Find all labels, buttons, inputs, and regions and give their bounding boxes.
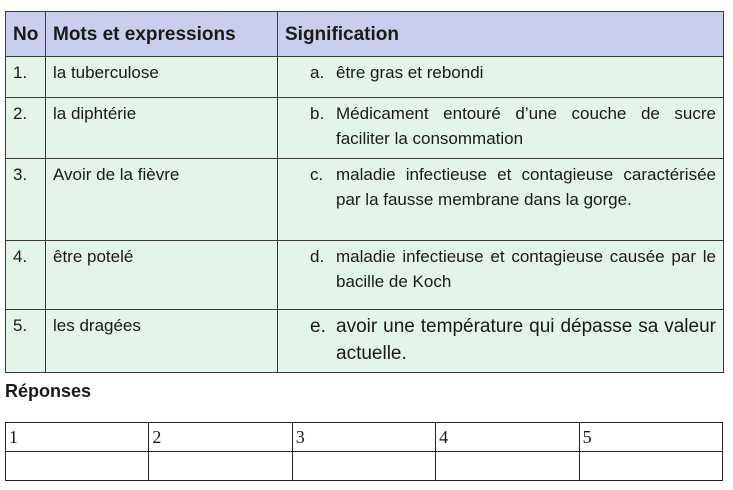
row-word: la diphtérie (46, 98, 278, 159)
answer-number: 2 (149, 423, 292, 452)
row-meaning-cell (278, 159, 724, 241)
row-meaning-cell (278, 98, 724, 159)
row-number: 3. (6, 159, 46, 241)
answer-blank-cell[interactable] (149, 452, 292, 481)
table-row (6, 57, 724, 98)
table-row (6, 159, 724, 241)
header-mots: Mots et expressions (46, 12, 278, 57)
table-header-row (6, 12, 724, 57)
row-number: 4. (6, 241, 46, 310)
meaning-text: maladie infectieuse et contagieuse caractérisée par la fausse membrane dans la gorge. (336, 165, 716, 209)
meaning-text: avoir une température qui dépasse sa valeur actuelle. (336, 316, 716, 364)
answer-number-row (6, 423, 723, 452)
row-word: les dragées (46, 310, 278, 373)
answer-blank-cell[interactable] (6, 452, 149, 481)
matching-table (5, 11, 724, 373)
answer-number: 5 (579, 423, 722, 452)
meaning-letter: e. (310, 316, 326, 337)
answer-number: 4 (436, 423, 579, 452)
header-no: No (6, 12, 46, 57)
table-row (6, 310, 724, 373)
row-meaning-cell (278, 310, 724, 373)
row-meaning-cell (278, 57, 724, 98)
row-number: 5. (6, 310, 46, 373)
meaning-letter: a. (310, 63, 325, 82)
row-meaning-cell (278, 241, 724, 310)
answer-blank-cell[interactable] (436, 452, 579, 481)
row-word: Avoir de la fièvre (46, 159, 278, 241)
row-number: 1. (6, 57, 46, 98)
table-row (6, 241, 724, 310)
answer-table (5, 422, 723, 481)
header-signification: Signification (278, 12, 724, 57)
reponses-heading: Réponses (5, 381, 92, 401)
meaning-letter: d. (310, 247, 325, 266)
answer-blank-cell[interactable] (292, 452, 435, 481)
answer-blank-cell[interactable] (579, 452, 722, 481)
row-number: 2. (6, 98, 46, 159)
meaning-letter: c. (310, 165, 324, 184)
answer-blank-row (6, 452, 723, 481)
meaning-text: maladie infectieuse et contagieuse causée par le bacille de Koch (336, 247, 716, 291)
meaning-text: être gras et rebondi (336, 63, 484, 82)
answer-number: 3 (292, 423, 435, 452)
row-word: la tuberculose (46, 57, 278, 98)
answer-number: 1 (6, 423, 149, 452)
table-row (6, 98, 724, 159)
meaning-letter: b. (310, 104, 325, 123)
row-word: être potelé (46, 241, 278, 310)
meaning-text: Médicament entouré d’une couche de sucre faciliter la consommation (336, 104, 716, 148)
